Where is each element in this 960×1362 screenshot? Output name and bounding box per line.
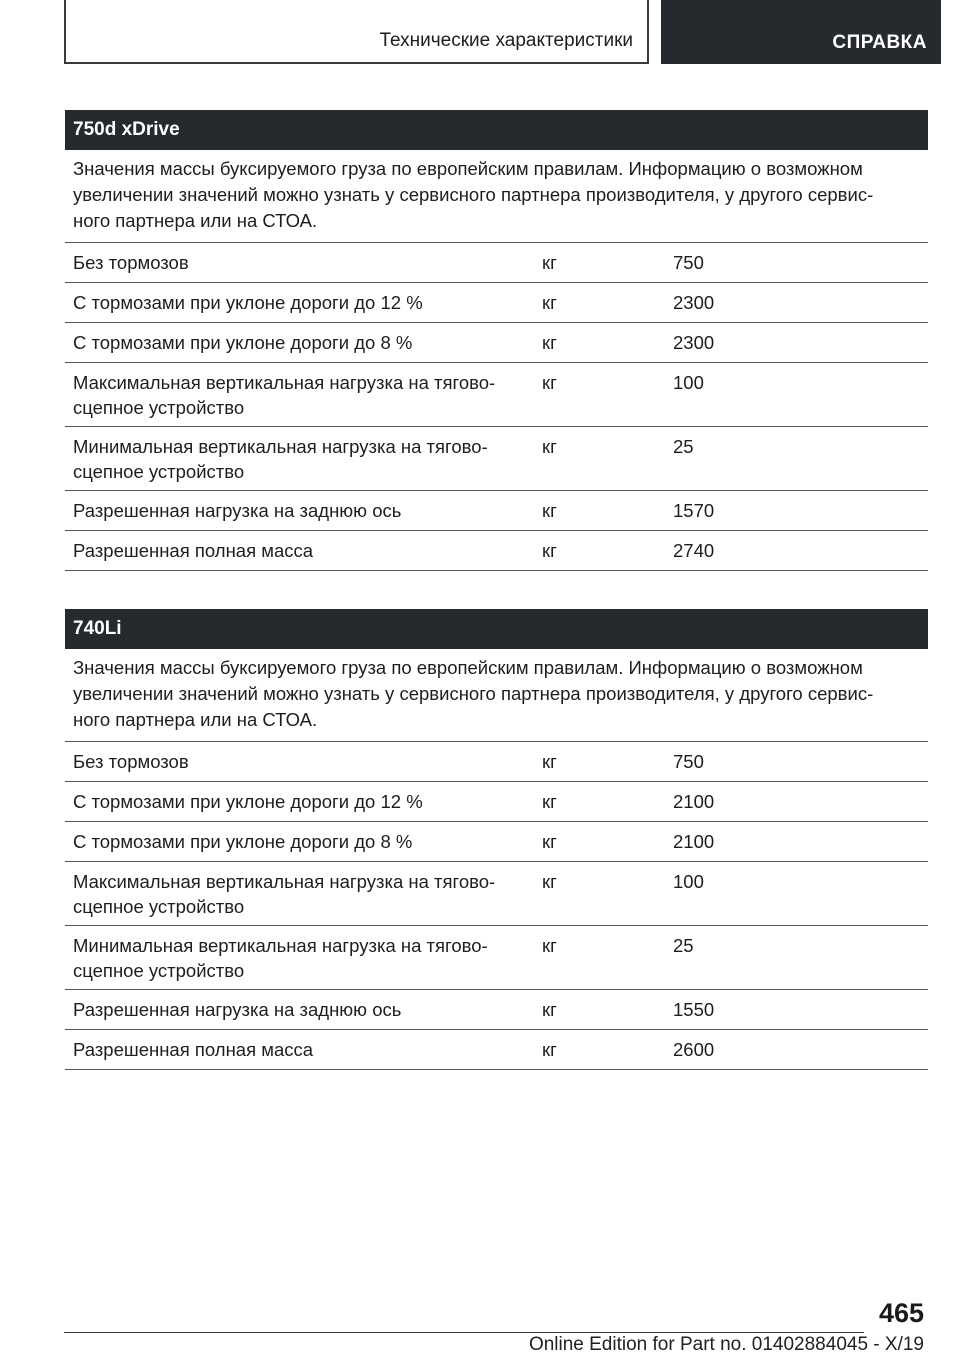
row-unit: кг bbox=[542, 935, 557, 956]
table-row bbox=[65, 491, 928, 531]
table-title-text: 750d xDrive bbox=[73, 119, 180, 140]
row-label: Разрешенная полная масса bbox=[73, 540, 314, 561]
row-label: Максимальная вертикальная нагрузка на тягово- сцепное устройство bbox=[73, 372, 496, 418]
row-label: Максимальная вертикальная нагрузка на тягово- сцепное устройство bbox=[73, 871, 496, 917]
row-value: 100 bbox=[673, 871, 704, 892]
row-unit: кг bbox=[542, 292, 557, 313]
row-unit: кг bbox=[542, 831, 557, 852]
row-value: 2740 bbox=[673, 540, 715, 561]
table-row bbox=[65, 363, 928, 427]
table-row bbox=[65, 862, 928, 926]
chapter-header bbox=[64, 0, 649, 64]
table-row bbox=[65, 243, 928, 283]
table-note bbox=[65, 649, 928, 742]
table-row bbox=[65, 782, 928, 822]
table-row bbox=[65, 531, 928, 571]
row-unit: кг bbox=[542, 540, 557, 561]
note-line: увеличении значений можно узнать у сервисного партнера производителя, у другого сервис- bbox=[73, 184, 874, 205]
row-label: Без тормозов bbox=[73, 751, 189, 772]
note-line: ного партнера или на СТОА. bbox=[73, 709, 318, 730]
row-value: 2100 bbox=[673, 831, 715, 852]
row-label: С тормозами при уклоне дороги до 8 % bbox=[73, 332, 413, 353]
page-number: 465 bbox=[878, 1298, 924, 1328]
table-row bbox=[65, 427, 928, 491]
row-unit: кг bbox=[542, 791, 557, 812]
spec-table-740li bbox=[65, 609, 928, 1070]
row-value: 2300 bbox=[673, 292, 715, 313]
row-unit: кг bbox=[542, 999, 557, 1020]
note-line: Значения массы буксируемого груза по европейским правилам. Информацию о возможном bbox=[73, 158, 863, 179]
row-value: 25 bbox=[673, 935, 694, 956]
row-unit: кг bbox=[542, 332, 557, 353]
table-row bbox=[65, 1030, 928, 1070]
row-value: 100 bbox=[673, 372, 704, 393]
row-value: 25 bbox=[673, 436, 694, 457]
row-value: 2100 bbox=[673, 791, 715, 812]
row-unit: кг bbox=[542, 1039, 557, 1060]
row-value: 750 bbox=[673, 751, 704, 772]
table-note bbox=[65, 150, 928, 243]
table-row bbox=[65, 822, 928, 862]
table-title bbox=[65, 110, 928, 150]
row-unit: кг bbox=[542, 372, 557, 393]
table-title-text: 740Li bbox=[73, 618, 122, 639]
table-row bbox=[65, 323, 928, 363]
row-label: Минимальная вертикальная нагрузка на тягово- сцепное устройство bbox=[73, 436, 488, 482]
footer-divider bbox=[64, 1332, 864, 1333]
note-line: Значения массы буксируемого груза по европейским правилам. Информацию о возможном bbox=[73, 657, 863, 678]
row-value: 1550 bbox=[673, 999, 715, 1020]
row-label: Разрешенная нагрузка на заднюю ось bbox=[73, 500, 402, 521]
row-value: 2300 bbox=[673, 332, 715, 353]
row-label: С тормозами при уклоне дороги до 12 % bbox=[73, 791, 423, 812]
footer-edition: Online Edition for Part no. 01402884045 - X/19 bbox=[528, 1334, 924, 1355]
row-unit: кг bbox=[542, 751, 557, 772]
chapter-title: Технические характеристики bbox=[379, 30, 633, 51]
section-title: СПРАВКА bbox=[832, 32, 927, 53]
table-row bbox=[65, 990, 928, 1030]
note-line: ного партнера или на СТОА. bbox=[73, 210, 318, 231]
row-value: 2600 bbox=[673, 1039, 715, 1060]
row-unit: кг bbox=[542, 436, 557, 457]
row-label: Разрешенная полная масса bbox=[73, 1039, 314, 1060]
row-unit: кг bbox=[542, 500, 557, 521]
table-row bbox=[65, 283, 928, 323]
row-unit: кг bbox=[542, 252, 557, 273]
row-label: Минимальная вертикальная нагрузка на тягово- сцепное устройство bbox=[73, 935, 488, 981]
table-row bbox=[65, 742, 928, 782]
row-label: С тормозами при уклоне дороги до 12 % bbox=[73, 292, 423, 313]
row-label: С тормозами при уклоне дороги до 8 % bbox=[73, 831, 413, 852]
table-title bbox=[65, 609, 928, 649]
spec-table-750d bbox=[65, 110, 928, 571]
note-line: увеличении значений можно узнать у сервисного партнера производителя, у другого сервис- bbox=[73, 683, 874, 704]
table-row bbox=[65, 926, 928, 990]
row-value: 750 bbox=[673, 252, 704, 273]
row-label: Без тормозов bbox=[73, 252, 189, 273]
section-tab bbox=[661, 0, 941, 64]
row-unit: кг bbox=[542, 871, 557, 892]
row-label: Разрешенная нагрузка на заднюю ось bbox=[73, 999, 402, 1020]
row-value: 1570 bbox=[673, 500, 715, 521]
